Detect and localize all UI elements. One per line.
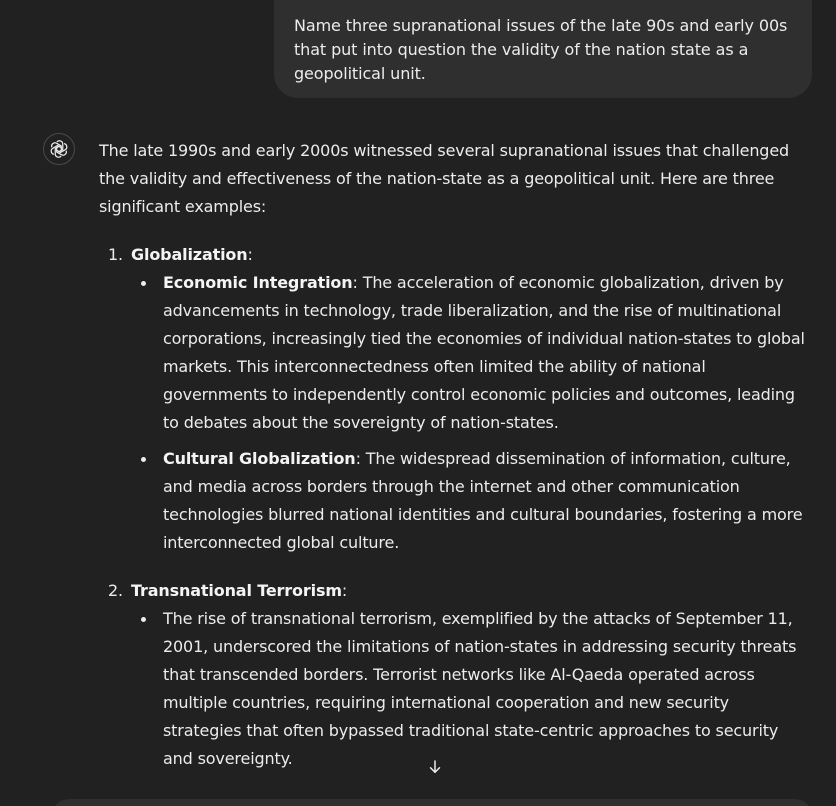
assistant-message [99, 137, 811, 781]
issue-item-transnational-terrorism [99, 577, 811, 773]
issue-item-globalization [99, 241, 811, 557]
list-number: 1. [108, 245, 123, 264]
bullet-text: : The acceleration of economic globalization, driven by advancements in technology, trade liberalization, and the rise of multinational corporations, increasingly tied the economies of individual nation-states to global markets. This interconnectedness often limited the ability of national governments to independently control economic policies and outcomes, leading to debates about the sovereignty of nation-states. [163, 273, 805, 432]
bullet-text: The rise of transnational terrorism, exemplified by the attacks of September 11, 2001, underscored the limitations of nation-states in addressing security threats that transcended borders. Terrorist networks like Al-Qaeda operated across multiple countries, requiring international cooperation and new security strategies that often bypassed traditional state-centric approaches to security and sovereignty. [163, 609, 797, 768]
bullet-text: : The widespread dissemination of information, culture, and media across borders through the internet and other communication technologies blurred national identities and cultural boundaries, fostering a more interconnected global culture. [163, 449, 803, 552]
assistant-avatar [43, 133, 75, 165]
list-item [99, 445, 811, 557]
list-item [99, 605, 811, 773]
scroll-to-bottom-button[interactable] [421, 753, 449, 781]
list-number: 2. [108, 581, 123, 600]
issue-title: Globalization [131, 245, 248, 264]
user-message-text: Name three supranational issues of the late 90s and early 00s that put into question the validity of the nation state as a geopolitical unit. [294, 16, 788, 83]
heading-colon: : [341, 581, 348, 600]
issue-title: Transnational Terrorism [131, 581, 342, 600]
issue-heading [99, 577, 811, 605]
sub-list [99, 605, 811, 773]
assistant-intro: The late 1990s and early 2000s witnessed several supranational issues that challenged the validity and effectiveness of the nation-state as a geopolitical unit. Here are three significant examples: [99, 141, 790, 216]
openai-logo-icon [49, 139, 69, 159]
arrow-down-icon [426, 758, 444, 776]
bullet-bold-label: Economic Integration [163, 273, 353, 292]
user-message-bubble [274, 0, 812, 98]
issue-heading [99, 241, 811, 269]
heading-colon: : [247, 245, 253, 264]
issues-list [99, 241, 811, 773]
message-composer[interactable] [50, 799, 814, 806]
bullet-bold-label: Cultural Globalization [163, 449, 356, 468]
sub-list [99, 269, 811, 557]
list-item [99, 269, 811, 437]
